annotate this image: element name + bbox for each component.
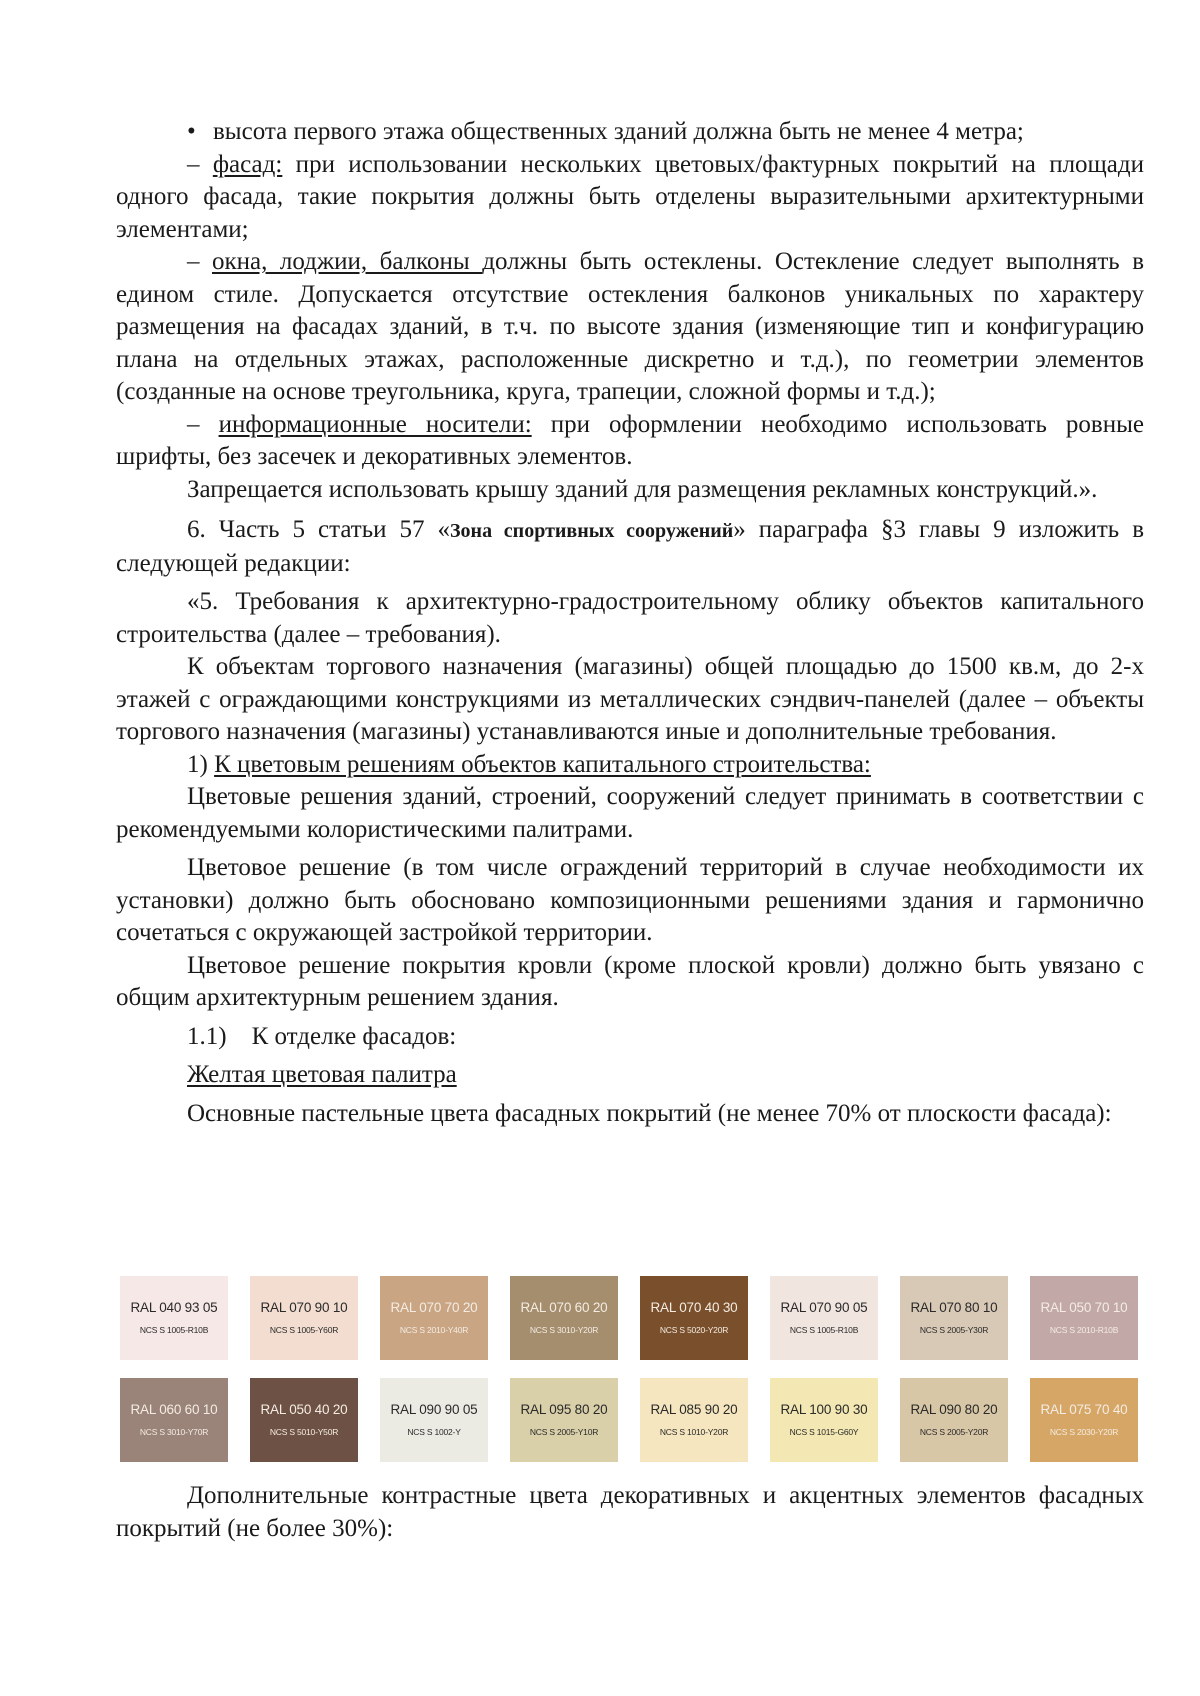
ral-code: RAL 090 80 20 bbox=[910, 1402, 998, 1417]
color-swatch bbox=[900, 1276, 1008, 1360]
palette-row-1 bbox=[120, 1276, 1140, 1360]
part6-paragraph bbox=[116, 514, 1144, 580]
ncs-code: NCS S 5020-Y20R bbox=[659, 1325, 729, 1335]
facade-text: при использовании нескольких цветовых/фактурных покрытий на площади одного фасада, такие покрытия должны быть отделены выразительными архитектурными элементами; bbox=[116, 150, 1144, 243]
windows-term: окна, лоджии, балконы bbox=[212, 248, 483, 275]
ncs-code: NCS S 3010-Y70R bbox=[139, 1427, 209, 1437]
color-swatch bbox=[1030, 1276, 1138, 1360]
ncs-code: NCS S 2005-Y30R bbox=[919, 1325, 989, 1335]
color-heading-number: 1) bbox=[187, 750, 215, 778]
roof-ban-paragraph: Запрещается использовать крышу зданий для размещения рекламных конструкций.». bbox=[187, 475, 1098, 503]
color-swatch bbox=[510, 1276, 618, 1360]
dash: – bbox=[187, 248, 213, 275]
ncs-code: NCS S 2005-Y20R bbox=[919, 1427, 989, 1437]
zone-title: Зона спортивных сооружений bbox=[449, 520, 734, 542]
color-heading bbox=[116, 749, 1144, 782]
windows-text: должны быть остеклены. Остекление следует выполнять в едином стиле. Допускается отсутствие остекления балконов уникальных по характеру размещения на фасадах зданий, в т.ч. по высоте здания (изменяющие тип и конфигурацию плана на отдельных этажах, расположенные дискретно и т.д.), по геометрии элементов (созданные на основе треугольника, круга, трапеции, сложной формы и т.д.); bbox=[116, 248, 1144, 405]
palette-row-2 bbox=[120, 1378, 1140, 1462]
extra-colors-paragraph: Дополнительные контрастные цвета декоративных и акцентных элементов фасадных покрытий (не более 30%): bbox=[116, 1482, 1144, 1542]
color-swatch bbox=[250, 1276, 358, 1360]
ral-code: RAL 050 40 20 bbox=[260, 1402, 348, 1417]
ral-code: RAL 070 40 30 bbox=[650, 1300, 738, 1315]
part6-end: » параграфа §3 главы 9 изложить в следующей редакции: bbox=[116, 516, 1145, 577]
facade-finish-heading: 1.1) К отделке фасадов: bbox=[187, 1022, 457, 1050]
ral-code: RAL 100 90 30 bbox=[780, 1402, 868, 1417]
requirements-paragraph: «5. Требования к архитектурно-градостроительному облику объектов капитального строительства (далее – требования). bbox=[116, 588, 1144, 648]
ncs-code: NCS S 2030-Y20R bbox=[1049, 1427, 1119, 1437]
color-paragraph-2: Цветовое решение (в том числе ограждений территорий в случае необходимости их установки) должно быть обосновано композиционными решениями здания и гармонично сочетаться с окружающей застройкой территории. bbox=[116, 854, 1144, 946]
color-swatch bbox=[640, 1378, 748, 1462]
facade-paragraph bbox=[116, 149, 1144, 247]
ral-code: RAL 070 60 20 bbox=[520, 1300, 608, 1315]
color-swatch bbox=[900, 1378, 1008, 1462]
color-swatch bbox=[380, 1276, 488, 1360]
ncs-code: NCS S 1010-Y20R bbox=[659, 1427, 729, 1437]
ncs-code: NCS S 1005-R10B bbox=[139, 1325, 209, 1335]
ral-code: RAL 075 70 40 bbox=[1040, 1402, 1128, 1417]
part6-start: 6. Часть 5 статьи 57 « bbox=[187, 516, 450, 543]
ncs-code: NCS S 3010-Y20R bbox=[529, 1325, 599, 1335]
main-colors-paragraph: Основные пастельные цвета фасадных покрытий (не менее 70% от плоскости фасада): bbox=[187, 1099, 1112, 1127]
ncs-code: NCS S 1005-Y60R bbox=[269, 1325, 339, 1335]
document-body bbox=[116, 116, 1144, 1130]
info-paragraph bbox=[116, 409, 1144, 474]
windows-paragraph bbox=[116, 246, 1144, 409]
color-paragraph-3: Цветовое решение покрытия кровли (кроме плоской кровли) должно быть увязано с общим архитектурным решением здания. bbox=[116, 951, 1144, 1011]
ral-code: RAL 070 90 10 bbox=[260, 1300, 348, 1315]
ncs-code: NCS S 1002-Y bbox=[407, 1427, 461, 1437]
ral-code: RAL 085 90 20 bbox=[650, 1402, 738, 1417]
bullet-text: высота первого этажа общественных зданий должна быть не менее 4 метра; bbox=[213, 118, 1024, 145]
color-swatch bbox=[640, 1276, 748, 1360]
info-term: информационные носители: bbox=[218, 410, 532, 438]
ral-code: RAL 070 90 05 bbox=[780, 1300, 868, 1315]
ncs-code: NCS S 1015-G60Y bbox=[789, 1427, 859, 1437]
ral-code: RAL 070 70 20 bbox=[390, 1300, 478, 1315]
ncs-code: NCS S 2010-R10B bbox=[1049, 1325, 1119, 1335]
color-swatch bbox=[510, 1378, 618, 1462]
ral-code: RAL 095 80 20 bbox=[520, 1402, 608, 1417]
yellow-palette-title: Желтая цветовая палитра bbox=[187, 1061, 457, 1088]
ral-code: RAL 050 70 10 bbox=[1040, 1300, 1128, 1315]
info-text: при оформлении необходимо использовать ровные шрифты, без засечек и декоративных элементов. bbox=[116, 410, 1144, 470]
bullet-icon: • bbox=[187, 118, 196, 145]
ral-code: RAL 090 90 05 bbox=[390, 1402, 478, 1417]
ral-code: RAL 070 80 10 bbox=[910, 1300, 998, 1315]
dash: – bbox=[187, 150, 213, 178]
ral-code: RAL 060 60 10 bbox=[130, 1402, 218, 1417]
ncs-code: NCS S 2005-Y10R bbox=[529, 1427, 599, 1437]
color-swatch bbox=[250, 1378, 358, 1462]
yellow-palette-heading bbox=[116, 1059, 1144, 1092]
color-swatch bbox=[380, 1378, 488, 1462]
document-body-continued bbox=[116, 1480, 1144, 1545]
color-palette bbox=[120, 1276, 1140, 1480]
color-swatch bbox=[770, 1378, 878, 1462]
trade-objects-paragraph: К объектам торгового назначения (магазины) общей площадью до 1500 кв.м, до 2-х этажей с ограждающими конструкциями из металлических сэндвич-панелей (далее – объекты торгового назначения (магазины) устанавливаются иные и дополнительные требования. bbox=[116, 653, 1144, 745]
ncs-code: NCS S 5010-Y50R bbox=[269, 1427, 339, 1437]
dash: – bbox=[187, 410, 219, 438]
facade-term: фасад: bbox=[212, 150, 283, 178]
bullet-item bbox=[116, 116, 1144, 149]
color-swatch bbox=[770, 1276, 878, 1360]
ncs-code: NCS S 2010-Y40R bbox=[399, 1325, 469, 1335]
color-swatch bbox=[120, 1378, 228, 1462]
color-paragraph-1: Цветовые решения зданий, строений, сооружений следует принимать в соответствии с рекомендуемыми колористическими палитрами. bbox=[116, 783, 1144, 843]
ncs-code: NCS S 1005-R10B bbox=[789, 1325, 859, 1335]
color-swatch bbox=[120, 1276, 228, 1360]
ral-code: RAL 040 93 05 bbox=[130, 1300, 218, 1315]
color-swatch bbox=[1030, 1378, 1138, 1462]
color-heading-text: К цветовым решениям объектов капитального строительства: bbox=[214, 750, 871, 778]
